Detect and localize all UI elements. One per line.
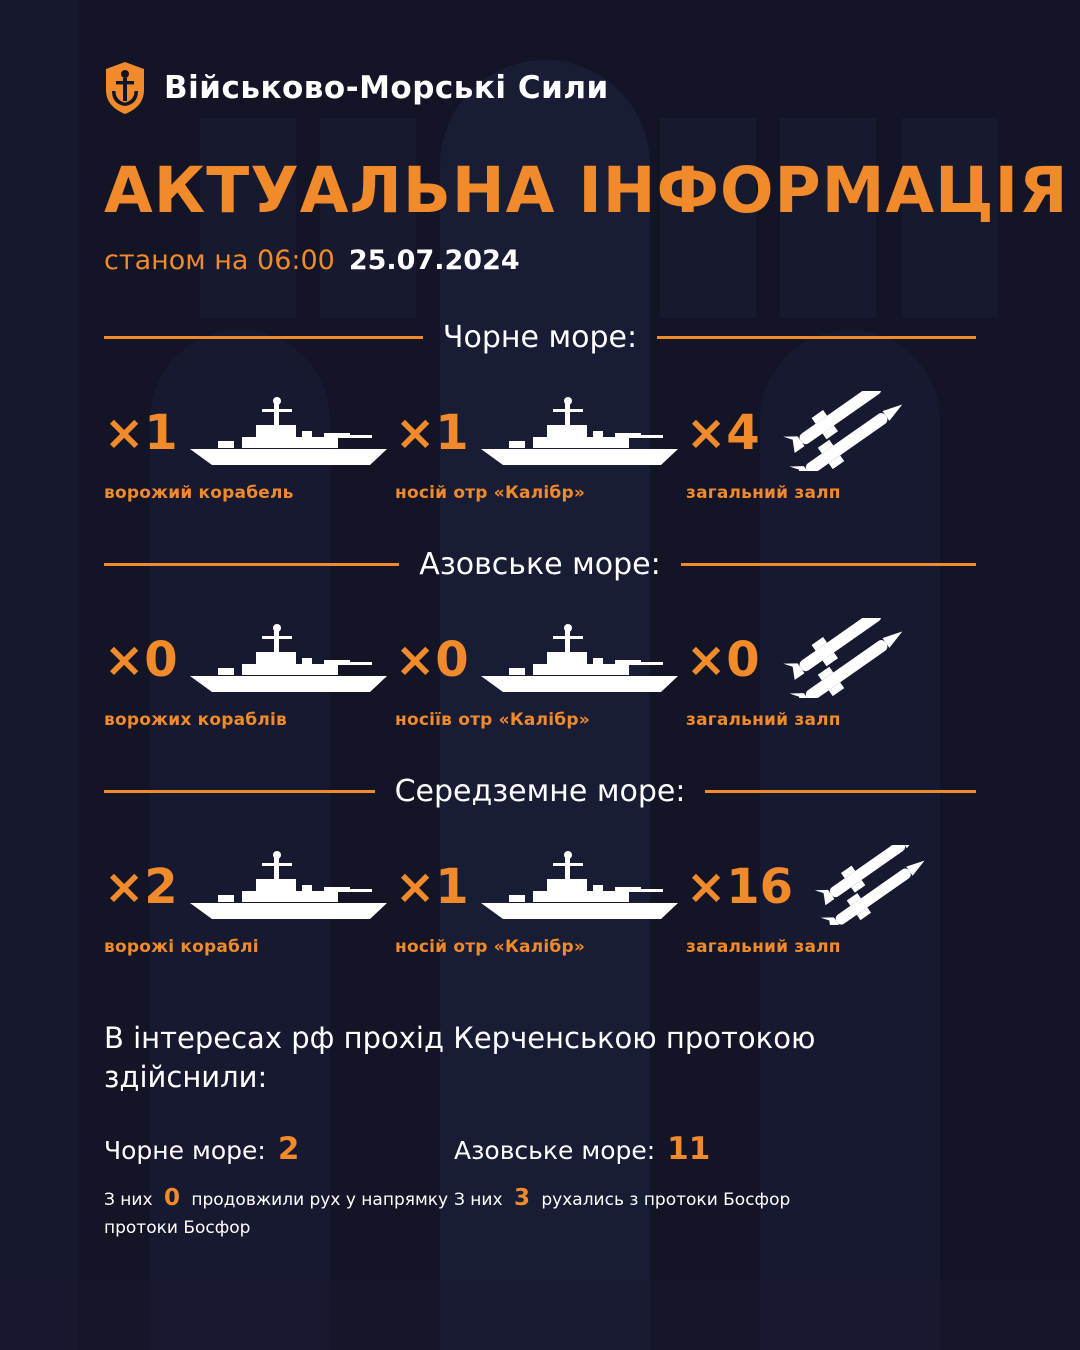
section-cards bbox=[0, 809, 1080, 957]
strait-note-suffix: рухались з протоки Босфор bbox=[541, 1190, 791, 1211]
section-header bbox=[0, 320, 1080, 355]
stat-count: ×1 bbox=[395, 859, 469, 915]
missiles-icon bbox=[799, 845, 976, 925]
stat-count: ×16 bbox=[686, 859, 794, 915]
stat-count: ×1 bbox=[395, 405, 469, 461]
section-cards bbox=[0, 582, 1080, 730]
strait-note-prefix: З них bbox=[454, 1190, 503, 1211]
strait-value: 11 bbox=[667, 1131, 711, 1168]
stat-count: ×0 bbox=[686, 632, 760, 688]
section-title: Азовське море: bbox=[419, 547, 661, 582]
brand-title: Військово-Морські Сили bbox=[164, 70, 609, 106]
strait-note-suffix: продовжили рух у напрямку протоки Босфор bbox=[104, 1190, 449, 1238]
page-title: АКТУАЛЬНА ІНФОРМАЦІЯ bbox=[104, 154, 1069, 227]
section-title: Середземне море: bbox=[394, 774, 686, 809]
stat-caption: ворожий корабель bbox=[104, 483, 294, 503]
warship-icon bbox=[473, 845, 688, 925]
stat-caption: загальний залп bbox=[686, 483, 841, 503]
rule-left bbox=[104, 563, 399, 566]
warship-icon bbox=[473, 391, 688, 471]
warship-icon bbox=[473, 618, 688, 698]
kerch-strait-block bbox=[0, 957, 1080, 1241]
section-cards bbox=[0, 355, 1080, 503]
section-title: Чорне море: bbox=[442, 320, 638, 355]
stat-count: ×2 bbox=[104, 859, 178, 915]
strait-black-sea bbox=[104, 1131, 464, 1241]
stat-card-kalibr bbox=[395, 608, 685, 730]
section-mediterranean-sea bbox=[0, 774, 1080, 957]
section-black-sea bbox=[0, 320, 1080, 503]
kerch-heading: В інтересах рф прохід Керченською протокою здійснили: bbox=[104, 1021, 816, 1095]
rule-left bbox=[104, 336, 423, 339]
strait-azov-sea bbox=[454, 1131, 974, 1241]
anchor-icon bbox=[104, 62, 146, 114]
stat-card-salvo bbox=[686, 381, 976, 503]
stat-caption: носій отр «Калібр» bbox=[395, 937, 586, 957]
stat-card-kalibr bbox=[395, 381, 685, 503]
stat-caption: загальний залп bbox=[686, 710, 841, 730]
status-date: 25.07.2024 bbox=[348, 245, 520, 276]
rule-left bbox=[104, 790, 375, 793]
stat-count: ×0 bbox=[104, 632, 178, 688]
warship-icon bbox=[182, 845, 397, 925]
section-header bbox=[0, 774, 1080, 809]
stat-card-salvo bbox=[686, 608, 976, 730]
rule-right bbox=[705, 790, 976, 793]
stat-count: ×4 bbox=[686, 405, 760, 461]
stat-caption: ворожі кораблі bbox=[104, 937, 259, 957]
strait-stats bbox=[104, 1131, 976, 1241]
stat-caption: ворожих кораблів bbox=[104, 710, 287, 730]
stat-card-ships bbox=[104, 835, 394, 957]
status-line bbox=[104, 245, 1080, 276]
missiles-icon bbox=[766, 618, 976, 698]
missiles-icon bbox=[766, 391, 976, 471]
strait-label: Азовське море: bbox=[454, 1136, 656, 1166]
strait-value: 2 bbox=[277, 1131, 300, 1168]
section-azov-sea bbox=[0, 547, 1080, 730]
stat-card-ships bbox=[104, 381, 394, 503]
stat-count: ×0 bbox=[395, 632, 469, 688]
stat-card-salvo bbox=[686, 835, 976, 957]
stat-caption: носій отр «Калібр» bbox=[395, 483, 586, 503]
strait-note-value: 0 bbox=[163, 1185, 180, 1212]
warship-icon bbox=[182, 391, 397, 471]
section-header bbox=[0, 547, 1080, 582]
header bbox=[0, 0, 1080, 114]
stat-count: ×1 bbox=[104, 405, 178, 461]
stat-caption: загальний залп bbox=[686, 937, 841, 957]
stat-card-kalibr bbox=[395, 835, 685, 957]
strait-label: Чорне море: bbox=[104, 1136, 266, 1166]
status-prefix: станом на 06:00 bbox=[104, 245, 335, 276]
rule-right bbox=[681, 563, 976, 566]
rule-right bbox=[657, 336, 976, 339]
strait-note-value: 3 bbox=[513, 1185, 530, 1212]
strait-note-prefix: З них bbox=[104, 1190, 153, 1211]
warship-icon bbox=[182, 618, 397, 698]
stat-card-ships bbox=[104, 608, 394, 730]
stat-caption: носіїв отр «Калібр» bbox=[395, 710, 590, 730]
